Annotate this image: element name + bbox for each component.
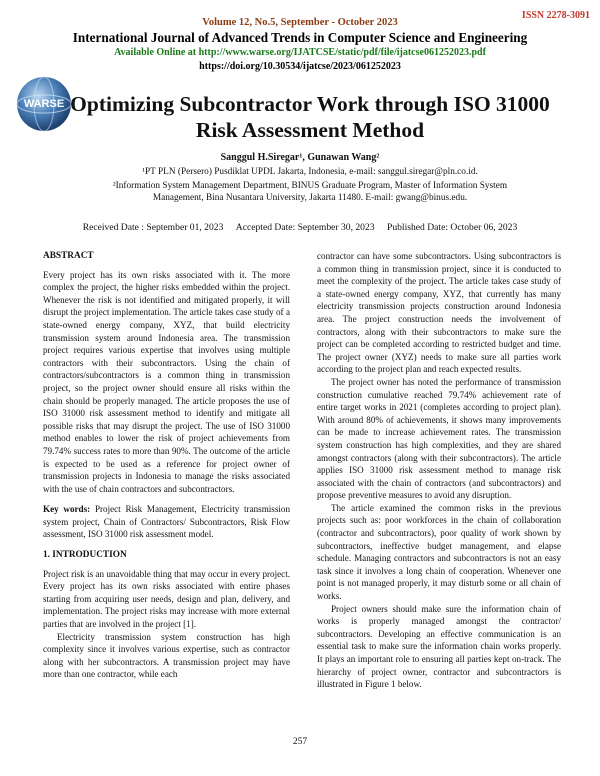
affiliation-1: ¹PT PLN (Persero) Pusdiklat UPDL Jakarta, Indonesia, e-mail: sanggul.siregar@pln.co.id. <box>142 167 478 177</box>
introduction-heading: 1. INTRODUCTION <box>43 550 127 561</box>
right-paragraph-1: contractor can have some subcontractors. Using subcontractors is a common thing in transmission project, since it is conducted to meet the complexity of the project. The article takes case study of a state-owned energy company, XYZ, that currently has many electricity transmission projects construction around Indonesia area. The project construction needs the involvement of contractors, along with their subcontractors to make sure the project can be completed according to restricted budget and time. The project owner (XYZ) needs to make sure all parties work according to the project plan and reach expected results. <box>317 251 561 375</box>
abstract-heading: ABSTRACT <box>43 251 94 261</box>
doi-link[interactable]: https://doi.org/10.30534/ijatcse/2023/061252023 <box>199 61 401 72</box>
keywords-label: Key words: <box>43 504 91 515</box>
abstract-text: Every project has its own risks associated with it. The more complex the project, the higher risks embedded within the project. Whenever the risk is not identified and mitigated properly, it will disrupt the project implementation. The article takes case study of a state-owned energy company, XYZ, that build electricity transmission system around Indonesia area. The transmission project requires various expertise that involves using multiple contractors with their subcontractors. Using the chain of contractors/subcontractors is a common thing in transmission project, so the project owner should ensure all risks within the chain should be properly managed. The article proposes the use of ISO 31000 risk assessment method to identify and mitigate all possible risks that may disrupt the project. The use of ISO 31000 method enables to lower the risk of project achievements from 79.74% success rates to more than 90%. The outcome of the article is expected to be used as a reference for project owner of transmission projects in Indonesia to manage the risks associated with the use of chain contractors and subcontractors. <box>43 269 290 494</box>
volume-info: Volume 12, No.5, September - October 2023 <box>202 17 398 28</box>
available-online-link[interactable]: Available Online at http://www.warse.org/IJATCSE/static/pdf/file/ijatcse061252023.pdf <box>114 47 486 58</box>
affiliation-2: ²Information System Management Department, BINUS Graduate Program, Master of Information System Management, Bina Nusantara University, Jakarta 11480. E-mail: gwang@binus.edu. <box>112 181 508 203</box>
intro-paragraph-2: Electricity transmission system construction has high complexity since it involves various expertise, such as contractor along with her subcontractors. A transmission project may have more than one contractor, while each <box>43 631 290 680</box>
right-column <box>317 250 561 691</box>
intro-paragraph-1: Project risk is an unavoidable thing that may occur in every project. Every project has its own risks associated with entire phases starting from acquiring user needs, design and plan, delivery, and implementation. The project risks may increase with more external parties that are involved in the project [1]. <box>43 568 290 630</box>
paper-authors: Sanggul H.Siregar¹, Gunawan Wang² <box>220 152 380 163</box>
left-column <box>43 250 290 681</box>
received-date: Received Date : September 01, 2023 <box>82 222 224 233</box>
keywords-text: Project Risk Management, Electricity transmission system project, Chain of Contractors/ Subcontractors, Risk Flow assessment, ISO 31000 risk assessment model. <box>43 504 290 540</box>
accepted-date: Accepted Date: September 30, 2023 <box>235 222 375 233</box>
issn-label: ISSN 2278-3091 <box>521 10 590 21</box>
paper-title: Optimizing Subcontractor Work through ISO 31000 Risk Assessment Method <box>70 92 550 142</box>
keywords <box>43 503 290 541</box>
right-paragraph-2: The project owner has noted the performance of transmission construction cumulative reached 79.74% achievement rate of entire target works in 2021 (completes according to project plan). With around 80% of achievements, it shows many improvements can be made to increase achievement rates. The transmission system construction has high complexities, and they are shared amongst contractors (along with their subcontractors). The article applies ISO 31000 risk assessment method to manage risk associated with the chain of contractors (and subcontractors) and propose preventive measures to avoid any disruption. <box>317 376 561 501</box>
right-paragraph-3: The article examined the common risks in the previous projects such as: poor workforces in the chain of collaboration (contractor and subcontractors), poor quality of work shown by subcontractors, ineffective budget management, and elapse schedule. Managing contractors and subcontractors is not an easy task since it involves a long chain of cooperation. Whenever one point is not managed properly, it may disturb some or all chain of works. <box>317 502 561 602</box>
right-paragraph-4: Project owners should make sure the information chain of works is properly managed amongst the contractor/ subcontractors. Developing an effective communication is an essential task to make sure the information chain works properly. It plays an important role to ensuring all parties kept on-track. The hierarchy of project owner, contractor and subcontractors is illustrated in Figure 1 below. <box>317 603 561 690</box>
page-number: 257 <box>292 737 308 747</box>
published-date: Published Date: October 06, 2023 <box>386 222 518 233</box>
publication-dates <box>0 222 600 233</box>
logo-text: WARSE <box>23 98 65 110</box>
journal-title: International Journal of Advanced Trends in Computer Science and Engineering <box>72 30 528 45</box>
